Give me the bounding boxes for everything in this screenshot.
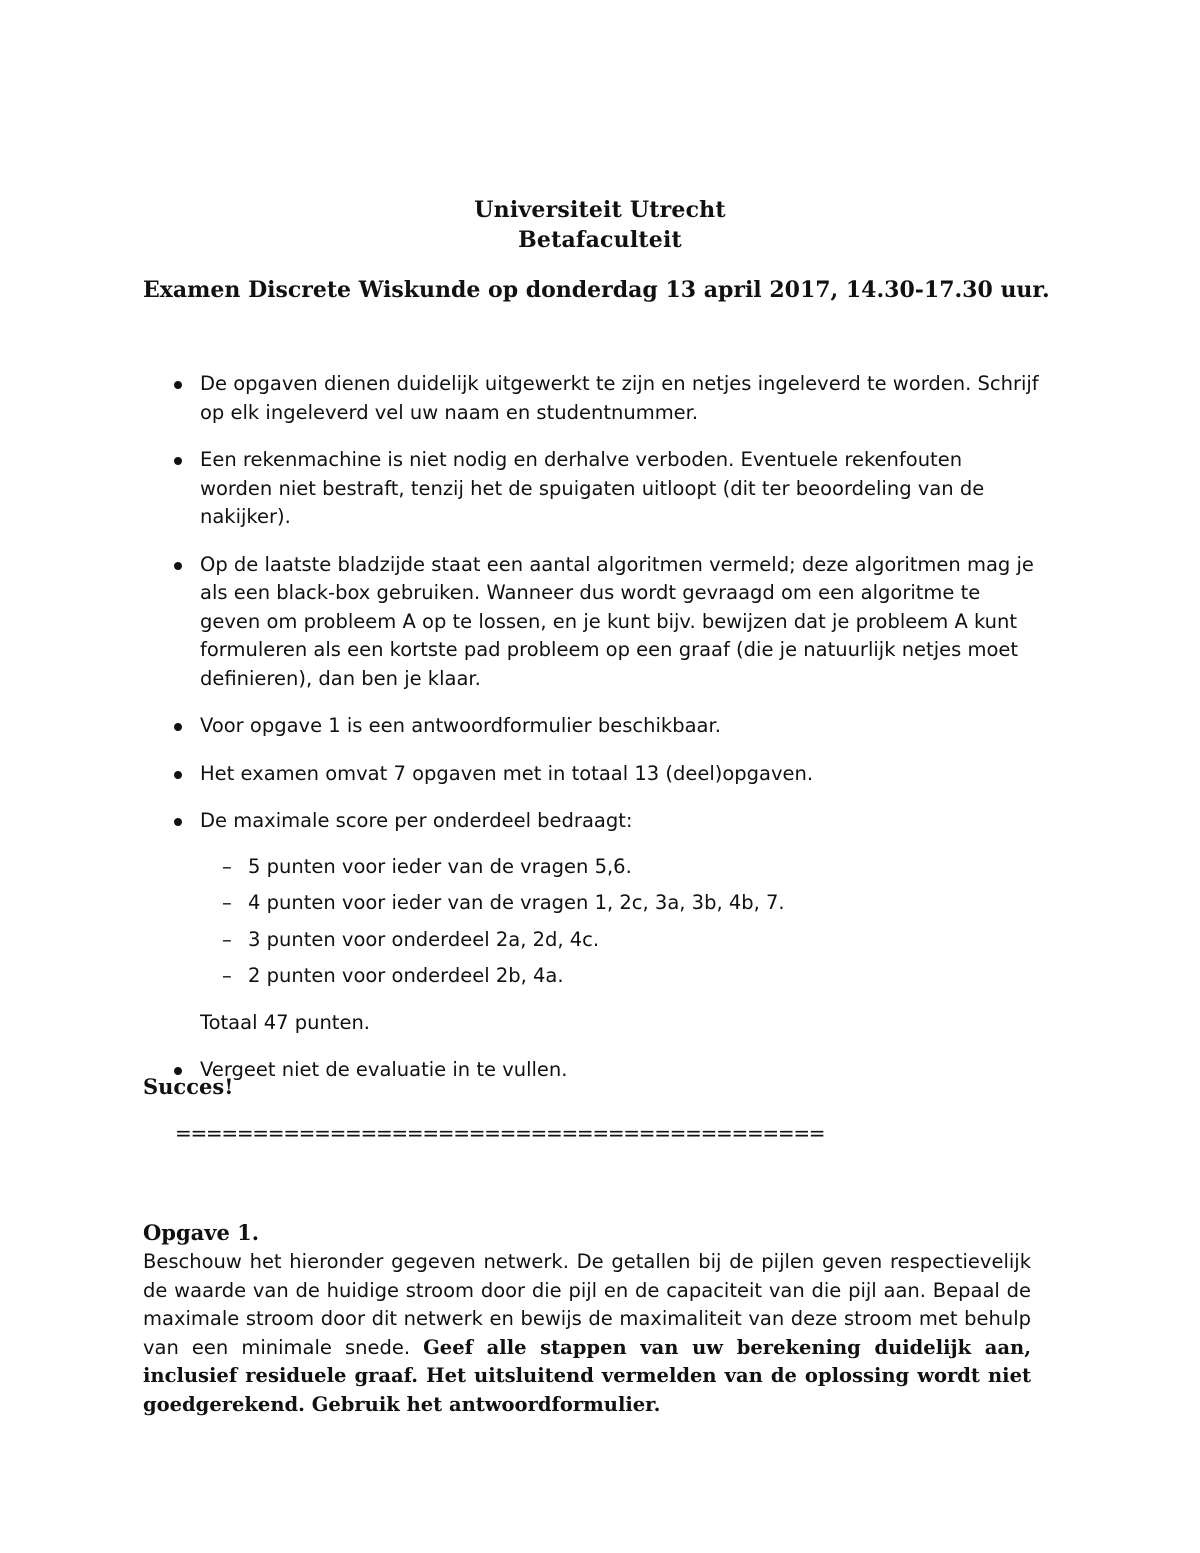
rule-text: Op de laatste bladzijde staat een aantal algoritmen vermeld; deze algoritmen mag je als een black-box gebruiken. Wanneer dus wordt gevraagd om een algoritme te geven om probleem A op te lossen, en je kunt bijv. bewijzen dat je probleem A kunt formuleren als een kortste pad probleem op een graaf (die je natuurlijk netjes moet definieren), dan ben je klaar. xyxy=(200,552,1034,690)
scoring-item xyxy=(222,889,1040,918)
scoring-text: 5 punten voor ieder van de vragen 5,6. xyxy=(248,854,632,878)
dash-icon: – xyxy=(222,891,232,914)
rule-item xyxy=(170,446,1040,532)
dash-icon: – xyxy=(222,927,232,951)
rule-text: De maximale score per onderdeel bedraagt: xyxy=(200,809,633,832)
scoring-text: 3 punten voor onderdeel 2a, 2d, 4c. xyxy=(248,927,600,951)
problem-title: Opgave 1. xyxy=(143,1220,260,1245)
scoring-list xyxy=(222,853,1040,991)
bullet-icon xyxy=(174,723,182,731)
problem-intro: Beschouw het hieronder gegeven netwerk. De getallen bij de pijlen geven respectievelijk de waarde van de huidige stroom door die pijl en de capaciteit van die pijl aan. Bepaal de maximale stroom door dit netwerk en bewijs de maximaliteit van deze stroom met behulp van een minimale snede. xyxy=(143,1250,1031,1359)
exam-title: Examen Discrete Wiskunde op donderdag 13 april 2017, 14.30-17.30 uur. xyxy=(143,277,1050,303)
rule-item xyxy=(170,712,1040,741)
rule-item xyxy=(170,370,1040,427)
bullet-icon xyxy=(174,771,182,779)
rule-item-scoring xyxy=(170,807,1040,1037)
problem-body xyxy=(143,1248,1031,1419)
bullet-icon xyxy=(174,818,182,826)
total-points: Totaal 47 punten. xyxy=(200,1010,370,1034)
page-header xyxy=(0,195,1200,255)
rule-text: De opgaven dienen duidelijk uitgewerkt te zijn en netjes ingeleverd te worden. Schrijf op elk ingeleverd vel uw naam en studentnummer. xyxy=(200,372,1039,424)
university-name: Universiteit Utrecht xyxy=(474,197,726,223)
scoring-item xyxy=(222,853,1040,882)
bullet-icon xyxy=(174,562,182,570)
separator-line: ========================================== xyxy=(175,1121,825,1145)
rule-item xyxy=(170,551,1040,694)
rule-text: Vergeet niet de evaluatie in te vullen. xyxy=(200,1058,568,1081)
rule-text: Voor opgave 1 is een antwoordformulier beschikbaar. xyxy=(200,714,721,737)
closing-text: Succes! xyxy=(143,1074,234,1099)
problem-emphasis: Geef alle stappen van uw berekening duidelijk aan, inclusief residuele graaf. Het uitsluitend vermelden van de oplossing wordt niet goedgerekend. Gebruik het antwoordformulier. xyxy=(143,1335,1031,1416)
rules-list xyxy=(170,370,1040,1104)
dash-icon: – xyxy=(222,854,232,878)
scoring-text: 4 punten voor ieder van de vragen 1, 2c, 3a, 3b, 4b, 7. xyxy=(248,891,785,914)
bullet-icon xyxy=(174,381,182,389)
dash-icon: – xyxy=(222,964,232,987)
rule-item xyxy=(170,1056,1040,1085)
rule-text: Het examen omvat 7 opgaven met in totaal 13 (deel)opgaven. xyxy=(200,761,814,785)
scoring-item xyxy=(222,926,1040,955)
bullet-icon xyxy=(174,457,182,465)
rule-text: Een rekenmachine is niet nodig en derhalve verboden. Eventuele rekenfouten worden niet bestraft, tenzij het de spuigaten uitloopt (dit ter beoordeling van de nakijker). xyxy=(200,448,985,528)
faculty-name: Betafaculteit xyxy=(518,227,682,253)
scoring-text: 2 punten voor onderdeel 2b, 4a. xyxy=(248,964,564,987)
scoring-item xyxy=(222,962,1040,991)
rule-item xyxy=(170,760,1040,789)
